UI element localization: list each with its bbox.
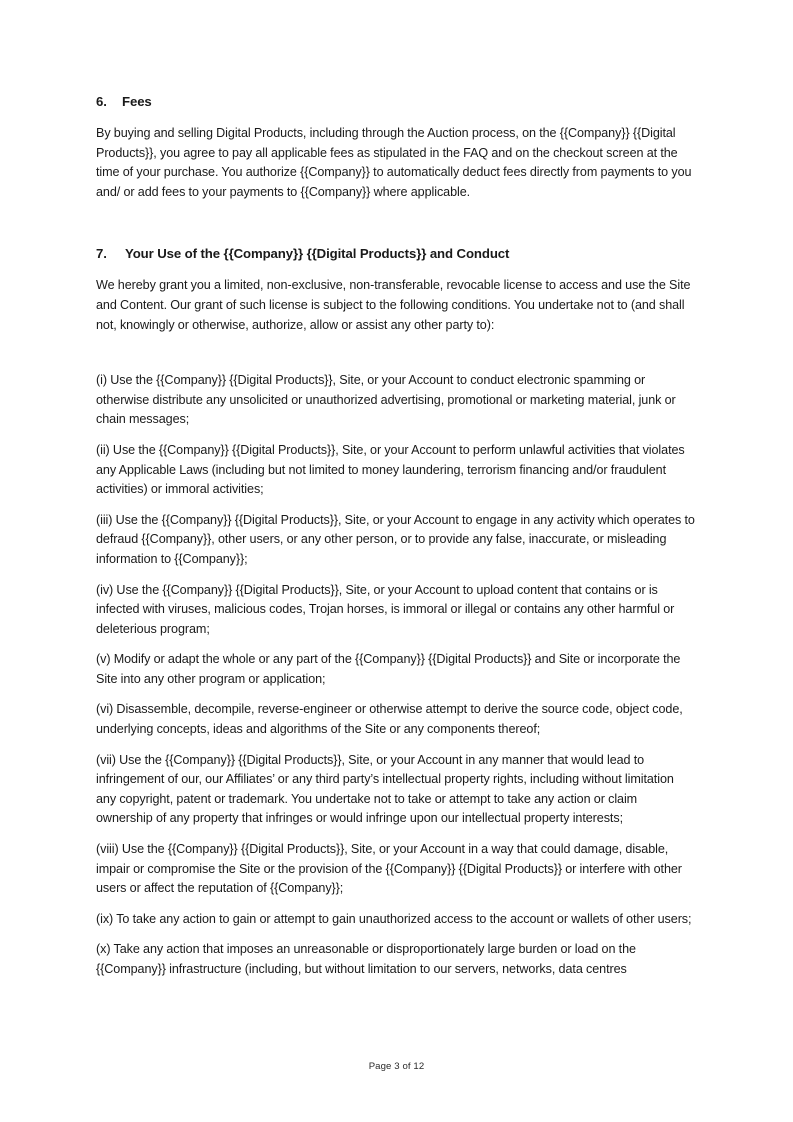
paragraph-spacer bbox=[96, 335, 695, 371]
section-6-number: 6. bbox=[96, 94, 107, 109]
section-7-lead bbox=[96, 276, 695, 335]
section-6-heading bbox=[96, 92, 695, 112]
section-7-conduct-list bbox=[96, 371, 695, 979]
section-7-title: Your Use of the {{Company}} {{Digital Products}} and Conduct bbox=[125, 246, 510, 262]
list-item: (ix) To take any action to gain or attempt to gain unauthorized access to the account or wallets of other users; bbox=[96, 911, 692, 926]
section-your-use-and-conduct bbox=[96, 244, 695, 979]
list-item: (iv) Use the {{Company}} {{Digital Products}}, Site, or your Account to upload content that contains or is infected with viruses, malicious codes, Trojan horses, is immoral or illegal or contains any other harmful or deleterious program; bbox=[96, 582, 675, 636]
section-7-heading bbox=[96, 244, 695, 264]
section-fees bbox=[96, 92, 695, 202]
list-item: (i) Use the {{Company}} {{Digital Products}}, Site, or your Account to conduct electronic spamming or otherwise distribute any unsolicited or unauthorized advertising, promotional or marketing material, junk or chain messages; bbox=[96, 373, 676, 427]
section-6-paragraph-1: By buying and selling Digital Products, including through the Auction process, on the {{Company}} {{Digital Products}}, you agree to pay all applicable fees as stipulated in the FAQ and on the checkout screen at the time of your purchase. You authorize {{Company}} to automatically deduct fees directly from payments to you and/ or add fees to your payments to {{Company}} where applicable. bbox=[96, 126, 692, 199]
section-7-paragraph-1: We hereby grant you a limited, non-exclusive, non-transferable, revocable license to access and use the Site and Content. Our grant of such license is subject to the following conditions. You undertake not to (and shall not, knowingly or otherwise, authorize, allow or assist any other party to): bbox=[96, 278, 691, 332]
list-item: (viii) Use the {{Company}} {{Digital Products}}, Site, or your Account in a way that could damage, disable, impair or compromise the Site or the provision of the {{Company}} {{Digital Products}} or interfere with other users or affect the reputation of {{Company}}; bbox=[96, 842, 682, 896]
list-item: (vii) Use the {{Company}} {{Digital Products}}, Site, or your Account in any manner that would lead to infringement of our, our Affiliates’ or any third party’s intellectual property rights, including without limitation any copyright, patent or trademark. You undertake not to take or attempt to take any action or claim ownership of any property that infringes or would infringe upon our intellectual property interests; bbox=[96, 752, 674, 826]
section-7-number: 7. bbox=[96, 246, 107, 262]
document-body bbox=[96, 92, 695, 980]
list-item: (ii) Use the {{Company}} {{Digital Products}}, Site, or your Account to perform unlawful activities that violates any Applicable Laws (including but not limited to money laundering, terrorism financing and/or fraudulent activities) or immoral activities; bbox=[96, 442, 685, 497]
list-item: (v) Modify or adapt the whole or any part of the {{Company}} {{Digital Products}} and Site or incorporate the Site into any other program or application; bbox=[96, 652, 681, 686]
section-6-title: Fees bbox=[122, 94, 152, 109]
list-item: (vi) Disassemble, decompile, reverse-engineer or otherwise attempt to derive the source code, object code, underlying concepts, ideas and algorithms of the Site or any components thereof; bbox=[96, 702, 683, 737]
list-item: (x) Take any action that imposes an unreasonable or disproportionately large burden or load on the {{Company}} infrastructure (including, but without limitation to our servers, networks, data centres bbox=[96, 942, 636, 976]
list-item: (iii) Use the {{Company}} {{Digital Products}}, Site, or your Account to engage in any activity which operates to defraud {{Company}}, other users, or any other person, or to provide any false, inaccurate, or misleading information to {{Company}}; bbox=[96, 512, 695, 566]
page-footer: Page 3 of 12 bbox=[368, 1061, 425, 1072]
